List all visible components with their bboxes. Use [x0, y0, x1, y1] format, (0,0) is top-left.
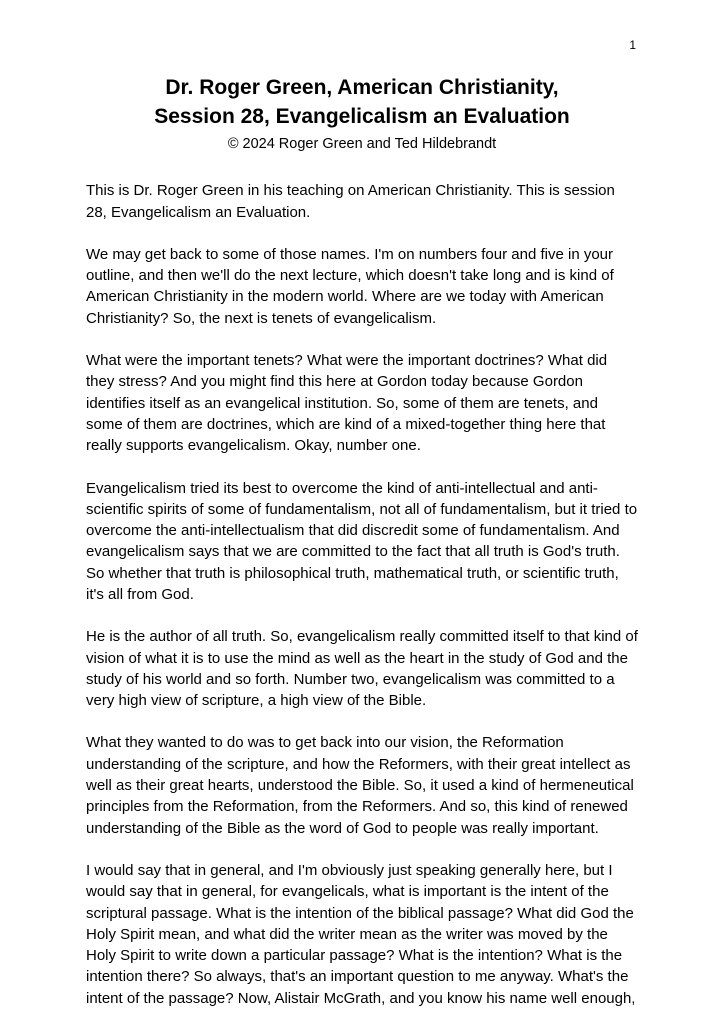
page-number: 1 — [629, 38, 636, 52]
paragraph-6: What they wanted to do was to get back into our vision, the Reformation understanding of the scripture, and how the Reformers, with their great intellect as well as their great hearts, understood the Bible. So, it used a kind of hermeneutical principles from the Reformation, from the Reformers. And so, this kind of renewed understanding of the Bible as the word of God to people was really important. — [86, 734, 634, 837]
paragraph-7: I would say that in general, and I'm obviously just speaking generally here, but I would say that in general, for evangelicals, what is important is the intent of the scriptural passage. What is the intention of the biblical passage? What did God the Holy Spirit mean, and what did the writer mean as the writer was moved by the Holy Spirit to write down a particular passage? What is the intention? What is the intention there? So always, that's an important question to me anyway. What's the intent of the passage? Now, Alistair McGrath, and you know his name well enough, — [86, 861, 636, 1007]
paragraph-2: We may get back to some of those names. I'm on numbers four and five in your outline, and then we'll do the next lecture, which doesn't take long and is kind of American Christianity in the modern world. Where are we today with American Christianity? So, the next is tenets of evangelicalism. — [86, 245, 614, 327]
paragraph-4: Evangelicalism tried its best to overcome the kind of anti-intellectual and anti-scientific spirits of some of fundamentalism, not all of fundamentalism, but it tried to overcome the anti-intellectualism that did discredit some of fundamentalism. And evangelicalism says that we are committed to the fact that all truth is God's truth. So whether that truth is philosophical truth, mathematical truth, or scientific truth, it's all from God. — [86, 479, 638, 603]
title-line-1: Dr. Roger Green, American Christianity, — [165, 76, 559, 99]
title-line-2: Session 28, Evangelicalism an Evaluation — [154, 104, 570, 128]
document-body — [86, 180, 638, 1009]
document-title — [86, 74, 638, 132]
paragraph-5: He is the author of all truth. So, evangelicalism really committed itself to that kind of vision of what it is to use the mind as well as the heart in the study of God and the study of his world and so forth. Number two, evangelicalism was committed to a very high view of scripture, a high view of the Bible. — [86, 628, 638, 710]
copyright-line: © 2024 Roger Green and Ted Hildebrandt — [227, 135, 497, 152]
paragraph-1: This is Dr. Roger Green in his teaching on American Christianity. This is session 28, Evangelicalism an Evaluation. — [86, 182, 615, 221]
paragraph-3: What were the important tenets? What were the important doctrines? What did they stress? And you might find this here at Gordon today because Gordon identifies itself as an evangelical institution. So, some of them are tenets, and some of them are doctrines, which are kind of a mixed-together thing here that really supports evangelicalism. Okay, number one. — [86, 352, 608, 455]
